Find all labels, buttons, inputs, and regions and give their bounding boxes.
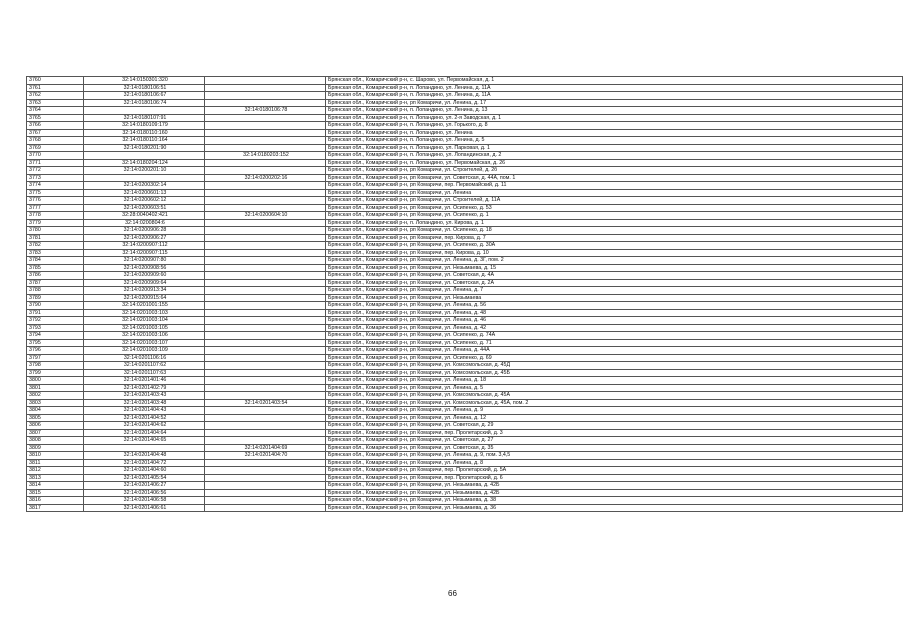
parent-cadastral-number-cell bbox=[205, 159, 326, 167]
row-number-cell: 3784 bbox=[27, 257, 84, 265]
table-row bbox=[27, 84, 903, 92]
row-number-cell: 3772 bbox=[27, 167, 84, 175]
table-row bbox=[27, 309, 903, 317]
row-number-cell: 3816 bbox=[27, 497, 84, 505]
table-row bbox=[27, 339, 903, 347]
parent-cadastral-number-cell bbox=[205, 482, 326, 490]
table-row bbox=[27, 384, 903, 392]
address-cell: Брянская обл., Комаричский р-н, рп Комаричи, ул. Комсомольская, д. 45А, пом. 2 bbox=[326, 399, 903, 407]
table-row bbox=[27, 437, 903, 445]
address-cell: Брянская обл., Комаричский р-н, рп Комаричи, пер. Кирова, д. 7 bbox=[326, 234, 903, 242]
row-number-cell: 3770 bbox=[27, 152, 84, 160]
table-row bbox=[27, 302, 903, 310]
table-row bbox=[27, 107, 903, 115]
row-number-cell: 3782 bbox=[27, 242, 84, 250]
parent-cadastral-number-cell bbox=[205, 204, 326, 212]
address-cell: Брянская обл., Комаричский р-н, рп Комаричи, ул. Незымаева bbox=[326, 294, 903, 302]
address-cell: Брянская обл., Комаричский р-н, рп Комаричи, пер. Первомайский, д. 11 bbox=[326, 182, 903, 190]
table-row bbox=[27, 129, 903, 137]
table-row bbox=[27, 497, 903, 505]
address-cell: Брянская обл., Комаричский р-н, рп Комаричи, ул. Ленина, д. 44А bbox=[326, 347, 903, 355]
registry-sheet bbox=[26, 76, 898, 512]
row-number-cell: 3815 bbox=[27, 489, 84, 497]
table-row bbox=[27, 122, 903, 130]
table-row bbox=[27, 377, 903, 385]
parent-cadastral-number-cell bbox=[205, 144, 326, 152]
cadastral-number-cell: 32:14:0200907:115 bbox=[84, 249, 205, 257]
table-row bbox=[27, 279, 903, 287]
cadastral-number-cell: 32:14:0201404:48 bbox=[84, 452, 205, 460]
table-row bbox=[27, 362, 903, 370]
table-row bbox=[27, 182, 903, 190]
address-cell: Брянская обл., Комаричский р-н, рп Комаричи, пер. Пролетарский, д. 6 bbox=[326, 474, 903, 482]
row-number-cell: 3809 bbox=[27, 444, 84, 452]
row-number-cell: 3795 bbox=[27, 339, 84, 347]
address-cell: Брянская обл., Комаричский р-н, рп Комаричи, ул. Ленина, д. 18 bbox=[326, 377, 903, 385]
parent-cadastral-number-cell bbox=[205, 219, 326, 227]
table-row bbox=[27, 144, 903, 152]
cadastral-number-cell: 32:14:0150301:320 bbox=[84, 77, 205, 85]
table-row bbox=[27, 174, 903, 182]
cadastral-number-cell: 32:14:0201404:52 bbox=[84, 414, 205, 422]
parent-cadastral-number-cell bbox=[205, 414, 326, 422]
cadastral-number-cell: 32:14:0200906:28 bbox=[84, 227, 205, 235]
address-cell: Брянская обл., Комаричский р-н, рп Комаричи, ул. Ленина, д. 9, пом. 3,4,5 bbox=[326, 452, 903, 460]
row-number-cell: 3796 bbox=[27, 347, 84, 355]
cadastral-number-cell: 32:14:0201406:56 bbox=[84, 489, 205, 497]
address-cell: Брянская обл., Комаричский р-н, рп Комаричи, ул. Комсомольская, д. 45Д bbox=[326, 362, 903, 370]
parent-cadastral-number-cell bbox=[205, 137, 326, 145]
address-cell: Брянская обл., Комаричский р-н, рп Комаричи, пер. Пролетарский, д. 5А bbox=[326, 467, 903, 475]
address-cell: Брянская обл., Комаричский р-н, рп Комаричи, ул. Комсомольская, д. 45А bbox=[326, 392, 903, 400]
address-cell: Брянская обл., Комаричский р-н, рп Комаричи, ул. Советская, д. 4А bbox=[326, 272, 903, 280]
address-cell: Брянская обл., Комаричский р-н, рп Комаричи, ул. Советская, д. 2А bbox=[326, 279, 903, 287]
address-cell: Брянская обл., Комаричский р-н, рп Комаричи, ул. Незымаева, д. 42Б bbox=[326, 482, 903, 490]
table-row bbox=[27, 242, 903, 250]
parent-cadastral-number-cell bbox=[205, 422, 326, 430]
parent-cadastral-number-cell bbox=[205, 287, 326, 295]
cadastral-number-cell: 32:14:0180109:179 bbox=[84, 122, 205, 130]
cadastral-number-cell: 32:14:0200909:64 bbox=[84, 279, 205, 287]
cadastral-number-cell: 32:14:0200915:64 bbox=[84, 294, 205, 302]
parent-cadastral-number-cell bbox=[205, 242, 326, 250]
cadastral-number-cell: 32:14:0180106:51 bbox=[84, 84, 205, 92]
parent-cadastral-number-cell bbox=[205, 92, 326, 100]
cadastral-number-cell: 32:14:0201406:58 bbox=[84, 497, 205, 505]
table-row bbox=[27, 189, 903, 197]
cadastral-number-cell bbox=[84, 107, 205, 115]
address-cell: Брянская обл., Комаричский р-н, рп Комаричи, ул. Ленина, д. 56 bbox=[326, 302, 903, 310]
parent-cadastral-number-cell bbox=[205, 234, 326, 242]
table-row bbox=[27, 504, 903, 512]
table-row bbox=[27, 414, 903, 422]
address-cell: Брянская обл., Комаричский р-н, рп Комаричи, ул. Ленина, д. 5 bbox=[326, 384, 903, 392]
address-cell: Брянская обл., Комаричский р-н, рп Комаричи, ул. Незымаева, д. 38 bbox=[326, 497, 903, 505]
address-cell: Брянская обл., Комаричский р-н, п. Лопандино, ул. Ленина, д. 11А bbox=[326, 84, 903, 92]
parent-cadastral-number-cell bbox=[205, 279, 326, 287]
parent-cadastral-number-cell bbox=[205, 437, 326, 445]
row-number-cell: 3801 bbox=[27, 384, 84, 392]
table-row bbox=[27, 197, 903, 205]
address-cell: Брянская обл., Комаричский р-н, рп Комаричи, ул. Ленина, д. 7 bbox=[326, 287, 903, 295]
row-number-cell: 3781 bbox=[27, 234, 84, 242]
row-number-cell: 3771 bbox=[27, 159, 84, 167]
table-row bbox=[27, 444, 903, 452]
address-cell: Брянская обл., Комаричский р-н, рп Комаричи, пер. Пролетарский, д. 3 bbox=[326, 429, 903, 437]
row-number-cell: 3764 bbox=[27, 107, 84, 115]
table-row bbox=[27, 287, 903, 295]
table-row bbox=[27, 324, 903, 332]
cadastral-number-cell: 32:14:0200302:14 bbox=[84, 182, 205, 190]
parent-cadastral-number-cell bbox=[205, 167, 326, 175]
row-number-cell: 3791 bbox=[27, 309, 84, 317]
address-cell: Брянская обл., Комаричский р-н, п. Лопандино, ул. Первомайская, д. 26 bbox=[326, 159, 903, 167]
parent-cadastral-number-cell bbox=[205, 317, 326, 325]
row-number-cell: 3811 bbox=[27, 459, 84, 467]
row-number-cell: 3761 bbox=[27, 84, 84, 92]
cadastral-number-cell bbox=[84, 152, 205, 160]
row-number-cell: 3786 bbox=[27, 272, 84, 280]
cadastral-number-cell: 32:14:0200907:112 bbox=[84, 242, 205, 250]
parent-cadastral-number-cell bbox=[205, 294, 326, 302]
address-cell: Брянская обл., Комаричский р-н, рп Комаричи, ул. Незымаева, д. 15 bbox=[326, 264, 903, 272]
parent-cadastral-number-cell bbox=[205, 272, 326, 280]
address-cell: Брянская обл., Комаричский р-н, рп Комаричи, ул. Ленина, д. 48 bbox=[326, 309, 903, 317]
row-number-cell: 3774 bbox=[27, 182, 84, 190]
parent-cadastral-number-cell bbox=[205, 369, 326, 377]
cadastral-number-cell: 32:14:0201106:16 bbox=[84, 354, 205, 362]
parent-cadastral-number-cell bbox=[205, 114, 326, 122]
table-row bbox=[27, 489, 903, 497]
table-row bbox=[27, 459, 903, 467]
table-row bbox=[27, 234, 903, 242]
parent-cadastral-number-cell bbox=[205, 189, 326, 197]
cadastral-number-cell: 32:14:0201404:60 bbox=[84, 467, 205, 475]
cadastral-number-cell: 32:14:0180107:91 bbox=[84, 114, 205, 122]
address-cell: Брянская обл., Комаричский р-н, рп Комаричи, ул. Ленина, д. 42 bbox=[326, 324, 903, 332]
address-cell: Брянская обл., Комаричский р-н, с. Шарово, ул. Первомайская, д. 1 bbox=[326, 77, 903, 85]
parent-cadastral-number-cell: 32:14:0180106:78 bbox=[205, 107, 326, 115]
parent-cadastral-number-cell bbox=[205, 377, 326, 385]
cadastral-number-cell: 32:14:0201003:109 bbox=[84, 347, 205, 355]
cadastral-number-cell: 32:14:0201405:54 bbox=[84, 474, 205, 482]
table-row bbox=[27, 354, 903, 362]
parent-cadastral-number-cell bbox=[205, 197, 326, 205]
parent-cadastral-number-cell bbox=[205, 384, 326, 392]
parent-cadastral-number-cell bbox=[205, 257, 326, 265]
row-number-cell: 3802 bbox=[27, 392, 84, 400]
cadastral-number-cell: 32:14:0201404:43 bbox=[84, 407, 205, 415]
address-cell: Брянская обл., Комаричский р-н, рп Комаричи, ул. Советская, д. 27 bbox=[326, 437, 903, 445]
cadastral-number-cell bbox=[84, 444, 205, 452]
address-cell: Брянская обл., Комаричский р-н, п. Лопандино, ул. Парковая, д. 1 bbox=[326, 144, 903, 152]
cadastral-number-cell: 32:14:0201404:72 bbox=[84, 459, 205, 467]
address-cell: Брянская обл., Комаричский р-н, п. Лопандино, ул. 2-я Заводская, д. 1 bbox=[326, 114, 903, 122]
row-number-cell: 3769 bbox=[27, 144, 84, 152]
cadastral-number-cell: 32:14:0200907:80 bbox=[84, 257, 205, 265]
table-row bbox=[27, 369, 903, 377]
cadastral-number-cell: 32:14:0201404:62 bbox=[84, 422, 205, 430]
cadastral-number-cell: 32:14:0201107:63 bbox=[84, 369, 205, 377]
table-row bbox=[27, 452, 903, 460]
parent-cadastral-number-cell bbox=[205, 309, 326, 317]
row-number-cell: 3773 bbox=[27, 174, 84, 182]
parent-cadastral-number-cell bbox=[205, 302, 326, 310]
address-cell: Брянская обл., Комаричский р-н, рп Комаричи, ул. Советская, д. 44А, пом. 1 bbox=[326, 174, 903, 182]
parent-cadastral-number-cell: 32:14:0180203:152 bbox=[205, 152, 326, 160]
row-number-cell: 3792 bbox=[27, 317, 84, 325]
row-number-cell: 3778 bbox=[27, 212, 84, 220]
table-row bbox=[27, 204, 903, 212]
parent-cadastral-number-cell: 32:14:0201404:70 bbox=[205, 452, 326, 460]
cadastral-number-cell: 32:14:0200913:34 bbox=[84, 287, 205, 295]
row-number-cell: 3760 bbox=[27, 77, 84, 85]
parent-cadastral-number-cell: 32:14:0201403:54 bbox=[205, 399, 326, 407]
table-row bbox=[27, 92, 903, 100]
registry-table-body bbox=[27, 77, 903, 512]
address-cell: Брянская обл., Комаричский р-н, п. Лопандино, ул. Ленина, д. 11А bbox=[326, 92, 903, 100]
parent-cadastral-number-cell bbox=[205, 84, 326, 92]
table-row bbox=[27, 249, 903, 257]
table-row bbox=[27, 392, 903, 400]
row-number-cell: 3768 bbox=[27, 137, 84, 145]
row-number-cell: 3762 bbox=[27, 92, 84, 100]
parent-cadastral-number-cell bbox=[205, 129, 326, 137]
address-cell: Брянская обл., Комаричский р-н, рп Комаричи, ул. Осипенко, д. 69 bbox=[326, 354, 903, 362]
row-number-cell: 3794 bbox=[27, 332, 84, 340]
address-cell: Брянская обл., Комаричский р-н, рп Комаричи, ул. Ленина, д. 3Г, пом. 2 bbox=[326, 257, 903, 265]
cadastral-number-cell: 32:14:0200804:6 bbox=[84, 219, 205, 227]
parent-cadastral-number-cell bbox=[205, 362, 326, 370]
cadastral-number-cell: 32:14:0180110:164 bbox=[84, 137, 205, 145]
cadastral-number-cell: 32:14:0201401:46 bbox=[84, 377, 205, 385]
table-row bbox=[27, 114, 903, 122]
row-number-cell: 3785 bbox=[27, 264, 84, 272]
address-cell: Брянская обл., Комаричский р-н, рп Комаричи, ул. Ленина bbox=[326, 189, 903, 197]
cadastral-number-cell: 32:14:0201003:104 bbox=[84, 317, 205, 325]
address-cell: Брянская обл., Комаричский р-н, рп Комаричи, ул. Ленина, д. 17 bbox=[326, 99, 903, 107]
row-number-cell: 3817 bbox=[27, 504, 84, 512]
address-cell: Брянская обл., Комаричский р-н, рп Комаричи, ул. Ленина, д. 12 bbox=[326, 414, 903, 422]
row-number-cell: 3803 bbox=[27, 399, 84, 407]
cadastral-number-cell: 32:14:0201404:64 bbox=[84, 429, 205, 437]
row-number-cell: 3779 bbox=[27, 219, 84, 227]
cadastral-number-cell: 32:14:0201403:48 bbox=[84, 399, 205, 407]
cadastral-number-cell: 32:14:0200908:56 bbox=[84, 264, 205, 272]
cadastral-number-cell: 32:14:0201003:107 bbox=[84, 339, 205, 347]
row-number-cell: 3812 bbox=[27, 467, 84, 475]
address-cell: Брянская обл., Комаричский р-н, рп Комаричи, ул. Строителей, д. 11А bbox=[326, 197, 903, 205]
cadastral-number-cell: 32:14:0180106:74 bbox=[84, 99, 205, 107]
row-number-cell: 3814 bbox=[27, 482, 84, 490]
table-row bbox=[27, 227, 903, 235]
parent-cadastral-number-cell bbox=[205, 249, 326, 257]
parent-cadastral-number-cell bbox=[205, 122, 326, 130]
row-number-cell: 3789 bbox=[27, 294, 84, 302]
table-row bbox=[27, 99, 903, 107]
address-cell: Брянская обл., Комаричский р-н, рп Комаричи, ул. Ленина, д. 46 bbox=[326, 317, 903, 325]
cadastral-number-cell: 32:28:0040402:421 bbox=[84, 212, 205, 220]
table-row bbox=[27, 347, 903, 355]
cadastral-number-cell: 32:14:0201404:65 bbox=[84, 437, 205, 445]
parent-cadastral-number-cell bbox=[205, 497, 326, 505]
parent-cadastral-number-cell bbox=[205, 339, 326, 347]
row-number-cell: 3808 bbox=[27, 437, 84, 445]
row-number-cell: 3804 bbox=[27, 407, 84, 415]
parent-cadastral-number-cell bbox=[205, 459, 326, 467]
row-number-cell: 3799 bbox=[27, 369, 84, 377]
table-row bbox=[27, 407, 903, 415]
row-number-cell: 3788 bbox=[27, 287, 84, 295]
cadastral-number-cell: 32:14:0201402:79 bbox=[84, 384, 205, 392]
parent-cadastral-number-cell bbox=[205, 227, 326, 235]
parent-cadastral-number-cell bbox=[205, 264, 326, 272]
parent-cadastral-number-cell bbox=[205, 504, 326, 512]
cadastral-number-cell: 32:14:0201003:105 bbox=[84, 324, 205, 332]
row-number-cell: 3763 bbox=[27, 99, 84, 107]
table-row bbox=[27, 272, 903, 280]
parent-cadastral-number-cell bbox=[205, 489, 326, 497]
page-number: 66 bbox=[448, 589, 457, 598]
cadastral-number-cell: 32:14:0200601:13 bbox=[84, 189, 205, 197]
address-cell: Брянская обл., Комаричский р-н, рп Комаричи, ул. Строителей, д. 2б bbox=[326, 167, 903, 175]
cadastral-number-cell: 32:14:0201403:43 bbox=[84, 392, 205, 400]
table-row bbox=[27, 219, 903, 227]
table-row bbox=[27, 422, 903, 430]
cadastral-number-cell: 32:14:0200603:51 bbox=[84, 204, 205, 212]
cadastral-number-cell: 32:14:0200909:60 bbox=[84, 272, 205, 280]
address-cell: Брянская обл., Комаричский р-н, рп Комаричи, ул. Незымаева, д. 42Б bbox=[326, 489, 903, 497]
row-number-cell: 3793 bbox=[27, 324, 84, 332]
address-cell: Брянская обл., Комаричский р-н, рп Комаричи, ул. Осипенко, д. 30А bbox=[326, 242, 903, 250]
table-row bbox=[27, 167, 903, 175]
table-row bbox=[27, 467, 903, 475]
row-number-cell: 3807 bbox=[27, 429, 84, 437]
parent-cadastral-number-cell bbox=[205, 429, 326, 437]
cadastral-number-cell: 32:14:0180201:90 bbox=[84, 144, 205, 152]
address-cell: Брянская обл., Комаричский р-н, рп Комаричи, ул. Осипенко, д. 71 bbox=[326, 339, 903, 347]
row-number-cell: 3787 bbox=[27, 279, 84, 287]
cadastral-number-cell: 32:14:0201003:103 bbox=[84, 309, 205, 317]
address-cell: Брянская обл., Комаричский р-н, рп Комаричи, ул. Осипенко, д. 18 bbox=[326, 227, 903, 235]
address-cell: Брянская обл., Комаричский р-н, рп Комаричи, ул. Осипенко, д. 1 bbox=[326, 212, 903, 220]
address-cell: Брянская обл., Комаричский р-н, рп Комаричи, ул. Осипенко, д. 74А bbox=[326, 332, 903, 340]
parent-cadastral-number-cell bbox=[205, 392, 326, 400]
row-number-cell: 3800 bbox=[27, 377, 84, 385]
table-row bbox=[27, 159, 903, 167]
table-row bbox=[27, 264, 903, 272]
cadastral-number-cell: 32:14:0201406:27 bbox=[84, 482, 205, 490]
table-row bbox=[27, 212, 903, 220]
row-number-cell: 3810 bbox=[27, 452, 84, 460]
cadastral-number-cell bbox=[84, 174, 205, 182]
cadastral-number-cell: 32:14:0200602:12 bbox=[84, 197, 205, 205]
cadastral-number-cell: 32:14:0180110:160 bbox=[84, 129, 205, 137]
address-cell: Брянская обл., Комаричский р-н, рп Комаричи, ул. Незымаева, д. 36 bbox=[326, 504, 903, 512]
address-cell: Брянская обл., Комаричский р-н, рп Комаричи, ул. Ленина, д. 9 bbox=[326, 407, 903, 415]
row-number-cell: 3780 bbox=[27, 227, 84, 235]
parent-cadastral-number-cell bbox=[205, 77, 326, 85]
parent-cadastral-number-cell bbox=[205, 324, 326, 332]
parent-cadastral-number-cell bbox=[205, 407, 326, 415]
address-cell: Брянская обл., Комаричский р-н, рп Комаричи, ул. Комсомольская, д. 45Б bbox=[326, 369, 903, 377]
row-number-cell: 3806 bbox=[27, 422, 84, 430]
table-row bbox=[27, 399, 903, 407]
address-cell: Брянская обл., Комаричский р-н, рп Комаричи, ул. Советская, д. 29 bbox=[326, 422, 903, 430]
table-row bbox=[27, 294, 903, 302]
cadastral-number-cell: 32:14:0201107:62 bbox=[84, 362, 205, 370]
parent-cadastral-number-cell bbox=[205, 99, 326, 107]
parent-cadastral-number-cell: 32:14:0201404:69 bbox=[205, 444, 326, 452]
table-row bbox=[27, 429, 903, 437]
parent-cadastral-number-cell bbox=[205, 354, 326, 362]
cadastral-number-cell: 32:14:0200906:27 bbox=[84, 234, 205, 242]
cadastral-number-cell: 32:14:0201406:61 bbox=[84, 504, 205, 512]
cadastral-number-cell: 32:14:0200201:10 bbox=[84, 167, 205, 175]
address-cell: Брянская обл., Комаричский р-н, п. Лопандино, ул. Лопандинская, д. 2 bbox=[326, 152, 903, 160]
row-number-cell: 3813 bbox=[27, 474, 84, 482]
parent-cadastral-number-cell bbox=[205, 182, 326, 190]
table-row bbox=[27, 137, 903, 145]
row-number-cell: 3776 bbox=[27, 197, 84, 205]
row-number-cell: 3777 bbox=[27, 204, 84, 212]
address-cell: Брянская обл., Комаричский р-н, п. Лопандино, ул. Ленина, д. 5 bbox=[326, 137, 903, 145]
row-number-cell: 3775 bbox=[27, 189, 84, 197]
row-number-cell: 3797 bbox=[27, 354, 84, 362]
row-number-cell: 3798 bbox=[27, 362, 84, 370]
table-row bbox=[27, 77, 903, 85]
address-cell: Брянская обл., Комаричский р-н, п. Лопандино, ул. Кирова, д. 1 bbox=[326, 219, 903, 227]
parent-cadastral-number-cell bbox=[205, 474, 326, 482]
table-row bbox=[27, 482, 903, 490]
table-row bbox=[27, 257, 903, 265]
address-cell: Брянская обл., Комаричский р-н, рп Комаричи, ул. Осипенко, д. 53 bbox=[326, 204, 903, 212]
cadastral-number-cell: 32:14:0201003:106 bbox=[84, 332, 205, 340]
table-row bbox=[27, 152, 903, 160]
parent-cadastral-number-cell: 32:14:0200604:10 bbox=[205, 212, 326, 220]
row-number-cell: 3767 bbox=[27, 129, 84, 137]
table-row bbox=[27, 474, 903, 482]
row-number-cell: 3790 bbox=[27, 302, 84, 310]
address-cell: Брянская обл., Комаричский р-н, п. Лопандино, ул. Горького, д. 8 bbox=[326, 122, 903, 130]
row-number-cell: 3765 bbox=[27, 114, 84, 122]
table-row bbox=[27, 317, 903, 325]
parent-cadastral-number-cell: 32:14:0200202:16 bbox=[205, 174, 326, 182]
cadastral-number-cell: 32:14:0201001:155 bbox=[84, 302, 205, 310]
parent-cadastral-number-cell bbox=[205, 332, 326, 340]
parent-cadastral-number-cell bbox=[205, 467, 326, 475]
cadastral-number-cell: 32:14:0180204:124 bbox=[84, 159, 205, 167]
row-number-cell: 3783 bbox=[27, 249, 84, 257]
row-number-cell: 3805 bbox=[27, 414, 84, 422]
parent-cadastral-number-cell bbox=[205, 347, 326, 355]
address-cell: Брянская обл., Комаричский р-н, п. Лопандино, ул. Ленина bbox=[326, 129, 903, 137]
registry-table bbox=[26, 76, 903, 512]
address-cell: Брянская обл., Комаричский р-н, рп Комаричи, ул. Ленина, д. 8 bbox=[326, 459, 903, 467]
address-cell: Брянская обл., Комаричский р-н, рп Комаричи, пер. Кирова, д. 10 bbox=[326, 249, 903, 257]
table-row bbox=[27, 332, 903, 340]
row-number-cell: 3766 bbox=[27, 122, 84, 130]
address-cell: Брянская обл., Комаричский р-н, п. Лопандино, ул. Ленина, д. 13 bbox=[326, 107, 903, 115]
cadastral-number-cell: 32:14:0180106:67 bbox=[84, 92, 205, 100]
address-cell: Брянская обл., Комаричский р-н, рп Комаричи, ул. Советская, д. 35 bbox=[326, 444, 903, 452]
